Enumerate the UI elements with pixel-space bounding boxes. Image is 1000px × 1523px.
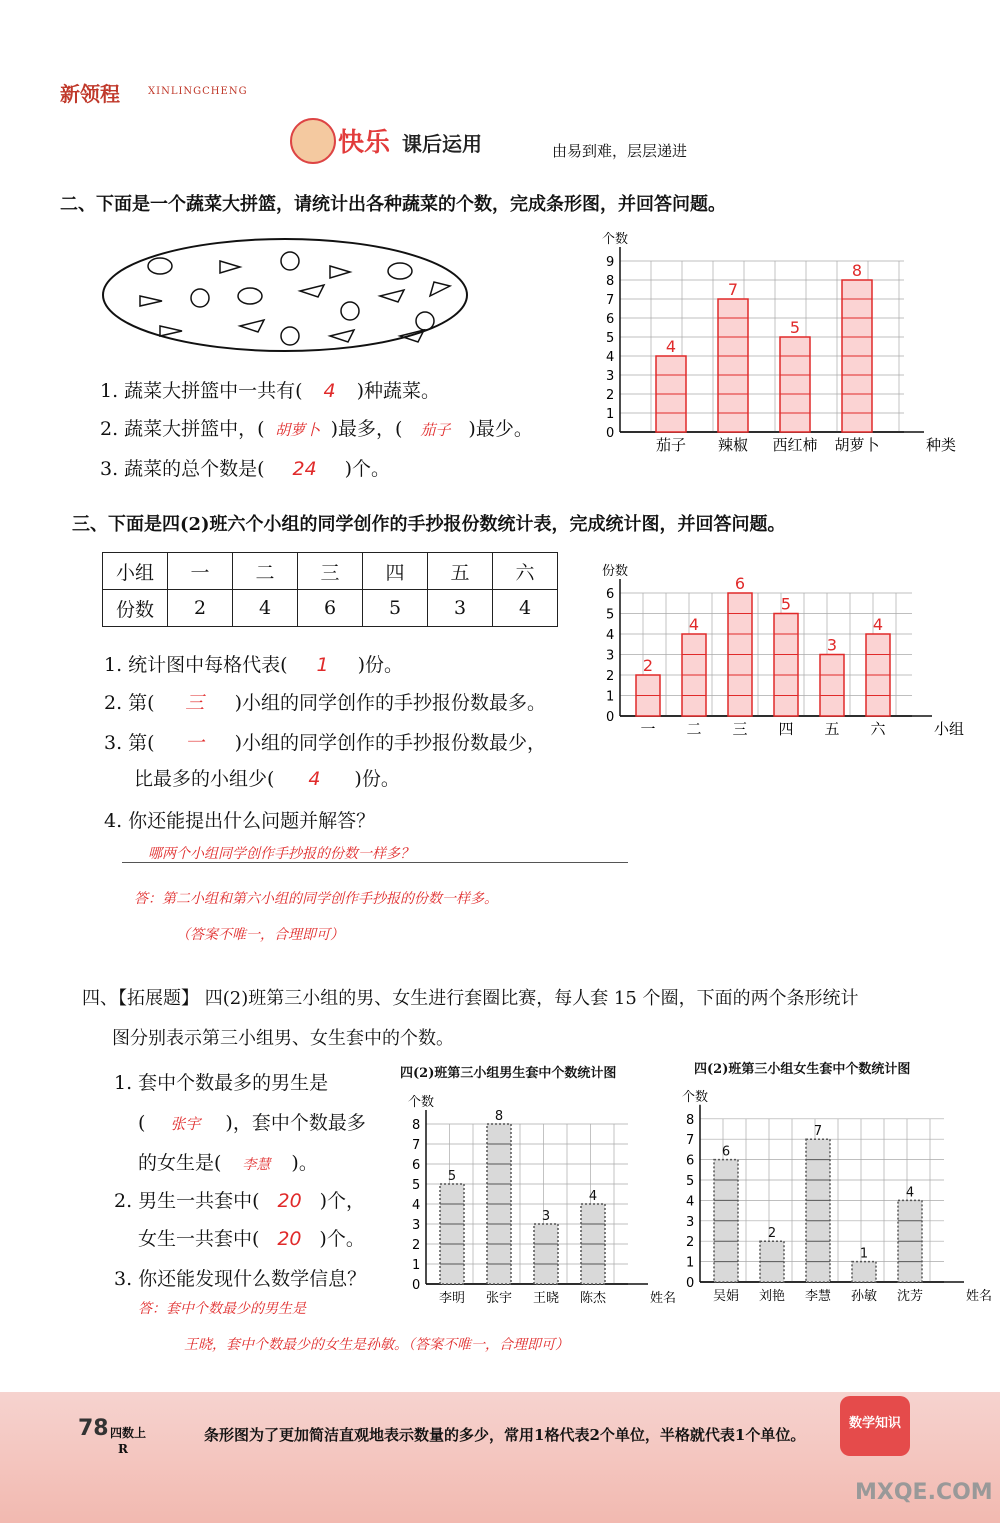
vegetable-bar-chart [590,222,970,462]
y-tick-label: 6 [412,1158,421,1173]
y-tick-label: 3 [686,1214,695,1230]
handbill-bar-chart [590,548,970,738]
x-tick-label: 陈杰 [579,1291,607,1306]
y-tick-label: 6 [606,312,615,327]
y-tick-label: 6 [686,1153,695,1169]
y-tick-label: 5 [606,331,615,346]
s3-q3b-pre: 比最多的小组少( [134,768,275,790]
bar [820,655,844,717]
s2-q2-mid: )最多，( [330,418,403,440]
y-tick-label: 3 [606,369,615,384]
table-cell: 4 [233,590,298,627]
y-tick-label: 7 [606,293,615,308]
y-tick-label: 1 [412,1258,421,1273]
y-tick-label: 4 [686,1194,695,1210]
brand-logo-subtitle: XINLINGCHENG [148,86,248,97]
s2-q2-answer-least: 茄子 [420,421,451,439]
bar-value-label: 8 [851,261,863,280]
s3-question-4: 4. 你还能提出什么问题并解答？ [104,810,376,832]
x-tick-label: 吴娟 [712,1289,740,1304]
answer-line [122,862,628,863]
s3-q2-pre: 2. 第( [104,692,155,714]
bar [806,1139,830,1282]
s4-q1b-post: )，套中个数最多 [225,1112,366,1134]
s2-q1-post: )种蔬菜。 [356,380,441,402]
y-tick-label: 2 [606,388,615,403]
y-tick-label: 0 [686,1276,695,1291]
boys-chart-title: 四(2)班第三小组男生套中个数统计图 [400,1066,617,1081]
y-tick-label: 0 [606,426,615,441]
badge-text: 数学知识 [848,1416,901,1431]
bar-value-label: 4 [872,615,884,634]
x-axis-label: 姓名 [966,1289,993,1304]
s3-q3b-answer: 4 [308,768,321,790]
bar-value-label: 2 [642,656,654,675]
s4-q2a-pre: 2. 男生一共套中( [114,1190,260,1212]
y-tick-label: 4 [606,628,615,643]
table-cell: 五 [428,553,493,590]
bar-value-label: 4 [665,337,677,356]
s2-q3-answer: 24 [292,458,317,480]
y-tick-label: 4 [606,350,615,365]
x-tick-label: 一 [640,720,656,738]
section4-title-line1: 四、【拓展题】 四(2)班第三小组的男、女生进行套圈比赛，每人套 15 个圈，下面的两个条形统计 [82,988,859,1009]
s3-handwritten-answer: 答：第二小组和第六小组的同学创作手抄报的份数一样多。 [134,891,498,907]
bar [440,1184,464,1284]
s3-q1-answer: 1 [316,654,329,676]
x-tick-label: 孙敏 [850,1289,878,1304]
y-tick-label: 3 [606,648,615,664]
bar-value-label: 5 [789,318,801,337]
table-cell: 2 [168,590,233,627]
s3-question-1 [104,650,403,677]
table-row [103,590,558,627]
y-tick-label: 8 [606,274,615,289]
s3-q3-answer: 一 [185,732,205,754]
table-cell: 四 [363,553,428,590]
s3-q3-pre: 3. 第( [104,732,155,754]
brand-logo-text: 新领程 [60,82,120,106]
x-axis-label: 种类 [926,436,957,454]
s4-q2b-answer: 20 [277,1228,302,1250]
bar [780,337,810,432]
y-tick-label: 1 [686,1255,695,1271]
y-tick-label: 2 [686,1235,695,1251]
bar-value-label: 5 [780,594,792,614]
s2-q1-answer: 4 [323,380,336,402]
s2-q1-pre: 1. 蔬菜大拼篮中一共有( [100,380,303,402]
s2-question-1 [100,376,440,403]
s4-q1c-post: )。 [291,1152,318,1174]
s2-q2-post: )最少。 [468,418,533,440]
s3-q2-answer: 三 [185,692,205,714]
section4-title-line2: 图分别表示第三小组男、女生套中的个数。 [112,1028,454,1049]
handbill-count-table [102,552,558,627]
bar [852,1262,876,1282]
x-tick-label: 西红柿 [772,436,818,454]
s3-q1-pre: 1. 统计图中每格代表( [104,654,288,676]
vegetable-basket-illustration [100,236,470,354]
table-cell: 4 [493,590,558,627]
section3-title: 三、下面是四(2)班六个小组的同学创作的手抄报份数统计表，完成统计图，并回答问题。 [72,514,786,535]
edition-label: R [118,1442,128,1456]
y-tick-label: 0 [606,710,615,725]
s2-q3-pre: 3. 蔬菜的总个数是( [100,458,265,480]
boys-ring-toss-bar-chart [398,1084,678,1310]
bar-value-label: 3 [826,635,838,655]
girls-chart-title: 四(2)班第三小组女生套中个数统计图 [694,1062,911,1077]
math-knowledge-badge [840,1396,910,1456]
y-axis-label: 个数 [682,1089,709,1105]
s4-q2a-post: )个， [319,1190,366,1212]
s4-q1b-answer: 张宇 [170,1115,201,1133]
s3-question-3 [104,728,546,755]
x-tick-label: 茄子 [655,436,687,454]
bar-value-label: 7 [727,280,739,299]
x-tick-label: 六 [870,720,886,738]
x-axis-label: 姓名 [650,1291,677,1306]
s4-q1b-pre: ( [138,1112,146,1134]
y-tick-label: 5 [412,1178,421,1193]
footer-tip: 条形图为了更加简洁直观地表示数量的多少，常用1格代表2个单位，半格就代表1个单位。 [204,1426,806,1444]
s4-question-2b [138,1224,365,1251]
s4-question-2a [114,1186,365,1213]
s3-q3-post: )小组的同学创作的手抄报份数最少， [234,732,547,754]
cartoon-kid-icon [290,118,336,164]
s2-question-2 [100,414,533,441]
s2-q2-pre: 2. 蔬菜大拼篮中，( [100,418,265,440]
s2-q2-answer-most: 胡萝卜 [275,421,321,439]
x-tick-label: 李慧 [804,1289,832,1304]
section-banner [290,118,540,164]
s4-q1c-answer: 李慧 [242,1157,271,1173]
bar-value-label: 4 [588,1189,598,1204]
x-axis-label: 小组 [934,720,965,738]
table-cell: 5 [363,590,428,627]
s4-question-1a: 1. 套中个数最多的男生是 [114,1072,329,1094]
y-tick-label: 5 [606,607,615,623]
s4-q2a-answer: 20 [277,1190,302,1212]
table-cell: 3 [428,590,493,627]
bar-value-label: 2 [767,1226,777,1242]
y-axis-label: 个数 [408,1095,435,1110]
x-tick-label: 辣椒 [717,436,749,454]
s3-handwritten-question: 哪两个小组同学创作手抄报的份数一样多？ [148,846,414,862]
y-tick-label: 1 [606,407,615,422]
s2-question-3 [100,454,390,481]
y-tick-label: 9 [606,255,615,270]
table-row [103,553,558,590]
s3-q1-post: )份。 [357,654,404,676]
table-header-cell: 份数 [103,590,168,627]
bar-value-label: 5 [447,1169,457,1184]
x-tick-label: 胡萝卜 [834,436,880,454]
x-tick-label: 二 [686,720,702,738]
y-tick-label: 7 [412,1138,421,1153]
s2-q3-post: )个。 [344,458,391,480]
bar-value-label: 7 [813,1124,823,1140]
table-cell: 二 [233,553,298,590]
table-cell: 6 [298,590,363,627]
y-tick-label: 7 [686,1133,695,1149]
y-axis-label: 个数 [602,232,629,247]
table-header-cell: 小组 [103,553,168,590]
x-tick-label: 李明 [438,1291,466,1306]
bar-value-label: 4 [905,1185,915,1201]
s4-q2b-pre: 女生一共套中( [138,1228,260,1250]
y-tick-label: 3 [412,1218,421,1233]
y-tick-label: 2 [412,1238,421,1253]
tagline: 由易到难，层层递进 [552,142,688,160]
bar [718,299,748,432]
bar [774,614,798,717]
bar-value-label: 6 [734,574,746,593]
banner-title-left: 快乐 [338,128,391,158]
bar-value-label: 4 [688,615,700,634]
s4-question-3: 3. 你还能发现什么数学信息？ [114,1268,367,1290]
y-tick-label: 5 [686,1174,695,1189]
x-tick-label: 三 [732,720,748,738]
s4-question-1b [138,1108,366,1135]
s4-handwritten-answer-2: 王晓，套中个数最少的女生是孙敏。（答案不唯一，合理即可） [184,1337,569,1353]
table-cell: 六 [493,553,558,590]
bar-value-label: 8 [494,1109,504,1124]
section2-title: 二、下面是一个蔬菜大拼篮，请统计出各种蔬菜的个数，完成条形图，并回答问题。 [60,194,726,215]
watermark: MXQE.COM [855,1480,993,1505]
page-number: 78 [78,1416,109,1441]
y-tick-label: 8 [686,1112,695,1128]
s3-handwritten-note: （答案不唯一，合理即可） [176,927,344,943]
s4-question-1c [138,1148,318,1175]
y-tick-label: 6 [606,587,615,602]
s3-question-3b [134,764,400,791]
bar-value-label: 6 [721,1144,731,1160]
y-tick-label: 4 [412,1198,421,1213]
s3-q2-post: )小组的同学创作的手抄报份数最多。 [234,692,547,714]
bar-value-label: 3 [541,1209,551,1224]
bar [534,1224,558,1284]
x-tick-label: 四 [778,720,794,738]
s3-question-2 [104,688,546,715]
girls-ring-toss-bar-chart [670,1080,993,1310]
y-tick-label: 2 [606,669,615,684]
x-tick-label: 王晓 [532,1291,560,1306]
bar-value-label: 1 [859,1246,869,1262]
s4-q2b-post: )个。 [319,1228,365,1250]
y-tick-label: 8 [412,1118,421,1133]
x-tick-label: 沈芳 [896,1289,924,1304]
x-tick-label: 五 [824,720,840,738]
banner-title-right: 课后运用 [402,132,482,156]
x-tick-label: 张宇 [485,1291,513,1306]
x-tick-label: 刘艳 [758,1289,786,1304]
grade-label: 四数上 [110,1426,147,1440]
table-cell: 一 [168,553,233,590]
table-cell: 三 [298,553,363,590]
y-tick-label: 1 [606,689,615,705]
y-axis-label: 份数 [602,564,629,579]
s4-handwritten-answer-1: 答：套中个数最少的男生是 [138,1301,306,1317]
s4-q1c-pre: 的女生是( [138,1152,222,1174]
s3-q3b-post: )份。 [354,768,400,790]
y-tick-label: 0 [412,1278,421,1293]
